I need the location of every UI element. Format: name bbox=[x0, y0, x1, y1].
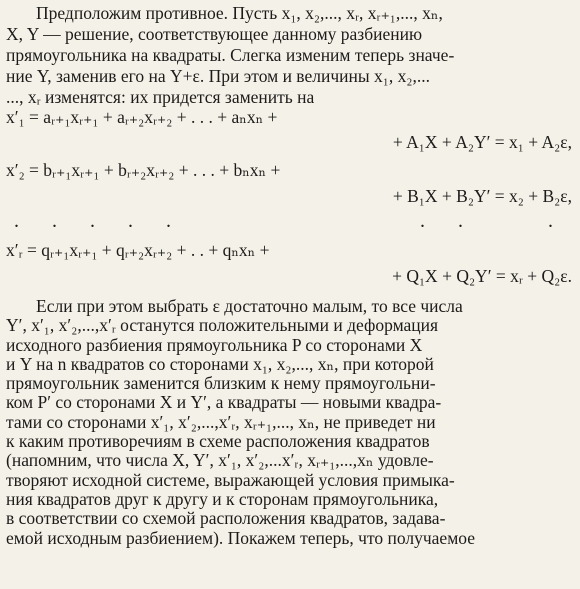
equation-r-right: + Q₁X + Q₂Y′ = xᵣ + Q₂ε. bbox=[392, 266, 572, 286]
equation-1-right: + A₁X + A₂Y′ = x₁ + A₂ε, bbox=[392, 132, 572, 152]
text-line: прямоугольника на квадраты. Слегка изменим теперь значе- bbox=[6, 45, 455, 65]
paragraph-deformation bbox=[6, 297, 572, 548]
text-line: (напомним, что числа X, Y′, x′₁, x′₂,...x′ᵣ, xᵣ₊₁,...,xₙ удовле- bbox=[6, 450, 434, 471]
text-line: Y′, x′₁, x′₂,...,x′ᵣ останутся положительными и деформация bbox=[6, 315, 439, 336]
paragraph-intro bbox=[6, 3, 572, 108]
text-line: прямоугольник заменится близким к нему прямоугольни- bbox=[6, 373, 436, 394]
equation-1-left: x′₁ = aᵣ₊₁xᵣ₊₁ + aᵣ₊₂xᵣ₊₂ + . . . + aₙxₙ + bbox=[6, 107, 278, 127]
text-line: Предположим противное. Пусть x₁, x₂,..., xᵣ, xᵣ₊₁,..., xₙ, bbox=[36, 3, 443, 23]
text-line: ния квадратов друг к другу и к сторонам прямоугольника, bbox=[6, 488, 439, 509]
text-line: исходного разбиения прямоугольника P со сторонами X bbox=[6, 334, 423, 355]
text-line: ..., xᵣ изменятся: их придется заменить на bbox=[6, 87, 315, 107]
text-line: в соответствии со схемой расположения квадратов, задава- bbox=[6, 508, 446, 529]
text-line: ком P′ со сторонами X и Y′, а квадраты — новыми квадра- bbox=[6, 392, 442, 413]
text-line: тами со сторонами x′₁, x′₂,...,x′ᵣ, xᵣ₊₁,..., xₙ, не приведет ни bbox=[6, 411, 436, 432]
equation-2-right: + B₁X + B₂Y′ = x₂ + B₂ε, bbox=[392, 186, 572, 206]
text-line: X, Y — решение, соответствующее данному разбиению bbox=[6, 24, 423, 44]
text-line: Если при этом выбрать ε достаточно малым, то все числа bbox=[36, 296, 463, 316]
text-line: творяют исходной системе, выражающей условия примыка- bbox=[6, 469, 455, 490]
ellipsis-dots: . bbox=[548, 210, 567, 232]
ellipsis-dots: . . . . . bbox=[14, 210, 185, 232]
text-line: емой исходным разбиением). Покажем теперь, что получаемое bbox=[6, 527, 476, 548]
ellipsis-dots: . . bbox=[420, 210, 477, 232]
equation-2-left: x′₂ = bᵣ₊₁xᵣ₊₁ + bᵣ₊₂xᵣ₊₂ + . . . + bₙxₙ + bbox=[6, 160, 281, 180]
text-line: к каким противоречиям в схеме расположения квадратов bbox=[6, 431, 430, 452]
text-line: ние Y, заменив его на Y+ε. При этом и величины x₁, x₂,... bbox=[6, 66, 430, 86]
text-line: и Y на n квадратов со сторонами x₁, x₂,..., xₙ, при которой bbox=[6, 353, 434, 374]
equation-r-left: x′ᵣ = qᵣ₊₁xᵣ₊₁ + qᵣ₊₂xᵣ₊₂ + . . + qₙxₙ + bbox=[6, 240, 270, 260]
